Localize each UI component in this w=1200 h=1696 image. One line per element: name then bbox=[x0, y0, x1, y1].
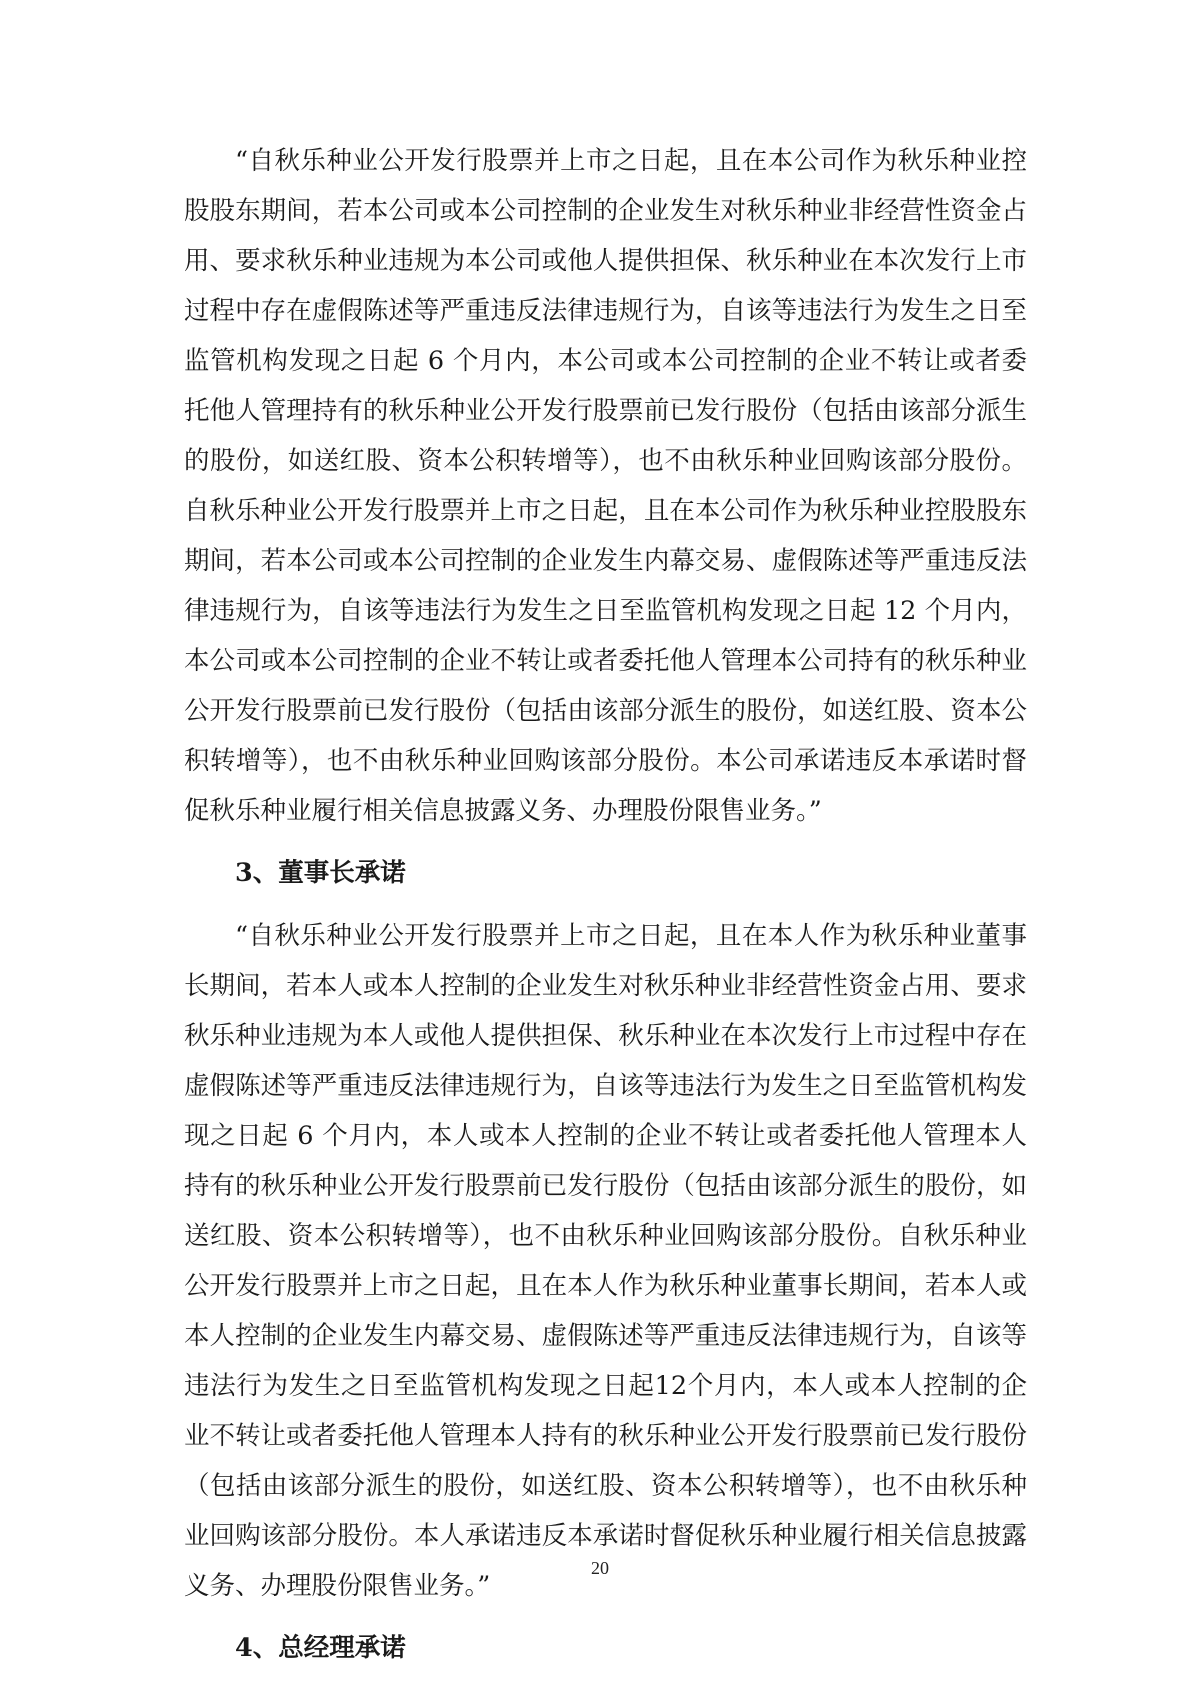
section-heading-chairman: 3、董事长承诺 bbox=[235, 858, 406, 888]
section-heading-general-manager: 4、总经理承诺 bbox=[235, 1633, 406, 1663]
commitment-paragraph-controlling-shareholder: “自秋乐种业公开发行股票并上市之日起，且在本公司作为秋乐种业控股股东期间，若本公司或本公司控制的企业发生对秋乐种业非经营性资金占用、要求秋乐种业违规为本公司或他人提供担保、秋乐种业在本次发行上市过程中存在虚假陈述等严重违反法律违规行为，自该等违法行为发生之日至监管机构发现之日起 6 个月内，本公司或本公司控制的企业不转让或者委托他人管理持有的秋乐种业公开发行股票前已发行股份（包括由该部分派生的股份，如送红股、资本公积转增等），也不由秋乐种业回购该部分股份。自秋乐种业公开发行股票并上市之日起，且在本公司作为秋乐种业控股股东期间，若本公司或本公司控制的企业发生内幕交易、虚假陈述等严重违反法律违规行为，自该等违法行为发生之日至监管机构发现之日起 12 个月内，本公司或本公司控制的企业不转让或者委托他人管理本公司持有的秋乐种业公开发行股票前已发行股份（包括由该部分派生的股份，如送红股、资本公积转增等），也不由秋乐种业回购该部分股份。本公司承诺违反本承诺时督促秋乐种业履行相关信息披露义务、办理股份限售业务。” bbox=[184, 146, 1027, 826]
page-number: 20 bbox=[591, 1558, 609, 1578]
page-content bbox=[184, 136, 1027, 1686]
commitment-paragraph-chairman: “自秋乐种业公开发行股票并上市之日起，且在本人作为秋乐种业董事长期间，若本人或本人控制的企业发生对秋乐种业非经营性资金占用、要求秋乐种业违规为本人或他人提供担保、秋乐种业在本次发行上市过程中存在虚假陈述等严重违反法律违规行为，自该等违法行为发生之日至监管机构发现之日起 6 个月内，本人或本人控制的企业不转让或者委托他人管理本人持有的秋乐种业公开发行股票前已发行股份（包括由该部分派生的股份，如送红股、资本公积转增等），也不由秋乐种业回购该部分股份。自秋乐种业公开发行股票并上市之日起，且在本人作为秋乐种业董事长期间，若本人或本人控制的企业发生内幕交易、虚假陈述等严重违反法律违规行为，自该等违法行为发生之日至监管机构发现之日起12个月内，本人或本人控制的企业不转让或者委托他人管理本人持有的秋乐种业公开发行股票前已发行股份（包括由该部分派生的股份，如送红股、资本公积转增等），也不由秋乐种业回购该部分股份。本人承诺违反本承诺时督促秋乐种业履行相关信息披露义务、办理股份限售业务。” bbox=[184, 921, 1027, 1601]
